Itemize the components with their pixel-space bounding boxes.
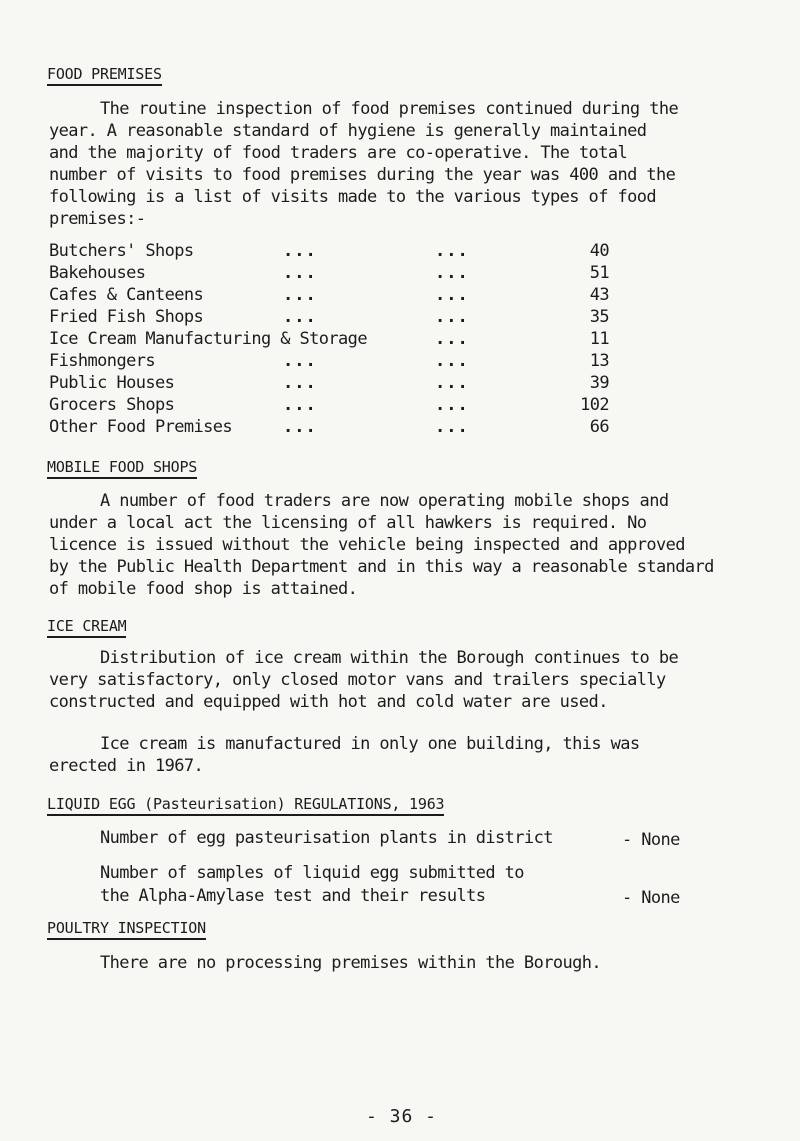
- visit-count: 66: [589, 417, 609, 437]
- poultry-paragraph: There are no processing premises within the Borough.: [100, 953, 602, 973]
- paragraph-line: constructed and equipped with hot and cold water are used.: [49, 692, 608, 712]
- egg-samples-label: the Alpha-Amylase test and their results: [100, 886, 486, 906]
- heading-liquid-egg: LIQUID EGG (Pasteurisation) REGULATIONS, 1963: [47, 796, 444, 816]
- list-item: [49, 263, 609, 283]
- premises-type: Other Food Premises: [49, 417, 233, 437]
- list-item: [49, 307, 609, 327]
- page-number: - 36 -: [366, 1106, 438, 1127]
- paragraph-line: premises:-: [49, 209, 146, 229]
- list-item: [49, 285, 609, 305]
- paragraph-line: under a local act the licensing of all hawkers is required. No: [49, 513, 647, 533]
- premises-type: Fried Fish Shops: [49, 307, 204, 327]
- list-item: [49, 329, 609, 349]
- leader-dots: ...: [283, 373, 317, 393]
- paragraph-line: licence is issued without the vehicle being inspected and approved: [49, 535, 685, 555]
- leader-dots: ...: [435, 263, 469, 283]
- paragraph-line: Ice cream is manufactured in only one building, this was: [100, 734, 640, 754]
- paragraph-line: number of visits to food premises during the year was 400 and the: [49, 165, 676, 185]
- leader-dots: ...: [283, 285, 317, 305]
- visit-count: 43: [589, 285, 609, 305]
- leader-dots: ...: [435, 417, 469, 437]
- visit-count: 39: [589, 373, 609, 393]
- list-item: [49, 395, 609, 415]
- visit-count: 51: [589, 263, 609, 283]
- leader-dots: ...: [435, 395, 469, 415]
- premises-type: Ice Cream Manufacturing & Storage: [49, 329, 367, 349]
- list-item: [49, 351, 609, 371]
- leader-dots: ...: [283, 263, 317, 283]
- visit-count: 13: [589, 351, 609, 371]
- premises-type: Bakehouses: [49, 263, 146, 283]
- leader-dots: ...: [283, 351, 317, 371]
- paragraph-line: by the Public Health Department and in this way a reasonable standard: [49, 557, 714, 577]
- paragraph-line: year. A reasonable standard of hygiene is generally maintained: [49, 121, 647, 141]
- leader-dots: ...: [435, 241, 469, 261]
- leader-dots: ...: [283, 417, 317, 437]
- visit-count: 35: [589, 307, 609, 327]
- premises-type: Butchers' Shops: [49, 241, 194, 261]
- paragraph-line: A number of food traders are now operating mobile shops and: [100, 491, 669, 511]
- egg-plants-value: - None: [622, 830, 680, 850]
- visit-count: 11: [589, 329, 609, 349]
- paragraph-line: erected in 1967.: [49, 756, 204, 776]
- premises-type: Public Houses: [49, 373, 175, 393]
- heading-poultry-inspection: POULTRY INSPECTION: [47, 920, 206, 940]
- premises-type: Cafes & Canteens: [49, 285, 204, 305]
- leader-dots: ...: [435, 351, 469, 371]
- premises-type: Grocers Shops: [49, 395, 175, 415]
- egg-samples-label: Number of samples of liquid egg submitted to: [100, 863, 524, 883]
- visit-count: 102: [580, 395, 609, 415]
- paragraph-line: Distribution of ice cream within the Borough continues to be: [100, 648, 679, 668]
- paragraph-line: and the majority of food traders are co-operative. The total: [49, 143, 628, 163]
- leader-dots: ...: [283, 241, 317, 261]
- premises-type: Fishmongers: [49, 351, 155, 371]
- heading-ice-cream: ICE CREAM: [47, 618, 126, 638]
- paragraph-line: very satisfactory, only closed motor vans and trailers specially: [49, 670, 666, 690]
- leader-dots: ...: [435, 329, 469, 349]
- paragraph-line: following is a list of visits made to the various types of food: [49, 187, 656, 207]
- list-item: [49, 241, 609, 261]
- heading-mobile-food-shops: MOBILE FOOD SHOPS: [47, 459, 197, 479]
- leader-dots: ...: [435, 307, 469, 327]
- paragraph-line: The routine inspection of food premises continued during the: [100, 99, 679, 119]
- list-item: [49, 373, 609, 393]
- paragraph-line: of mobile food shop is attained.: [49, 579, 358, 599]
- list-item: [49, 417, 609, 437]
- leader-dots: ...: [435, 373, 469, 393]
- egg-plants-label: Number of egg pasteurisation plants in district: [100, 828, 553, 848]
- heading-food-premises: FOOD PREMISES: [47, 66, 162, 86]
- egg-samples-value: - None: [622, 888, 680, 908]
- leader-dots: ...: [283, 395, 317, 415]
- leader-dots: ...: [283, 307, 317, 327]
- visit-count: 40: [589, 241, 609, 261]
- leader-dots: ...: [435, 285, 469, 305]
